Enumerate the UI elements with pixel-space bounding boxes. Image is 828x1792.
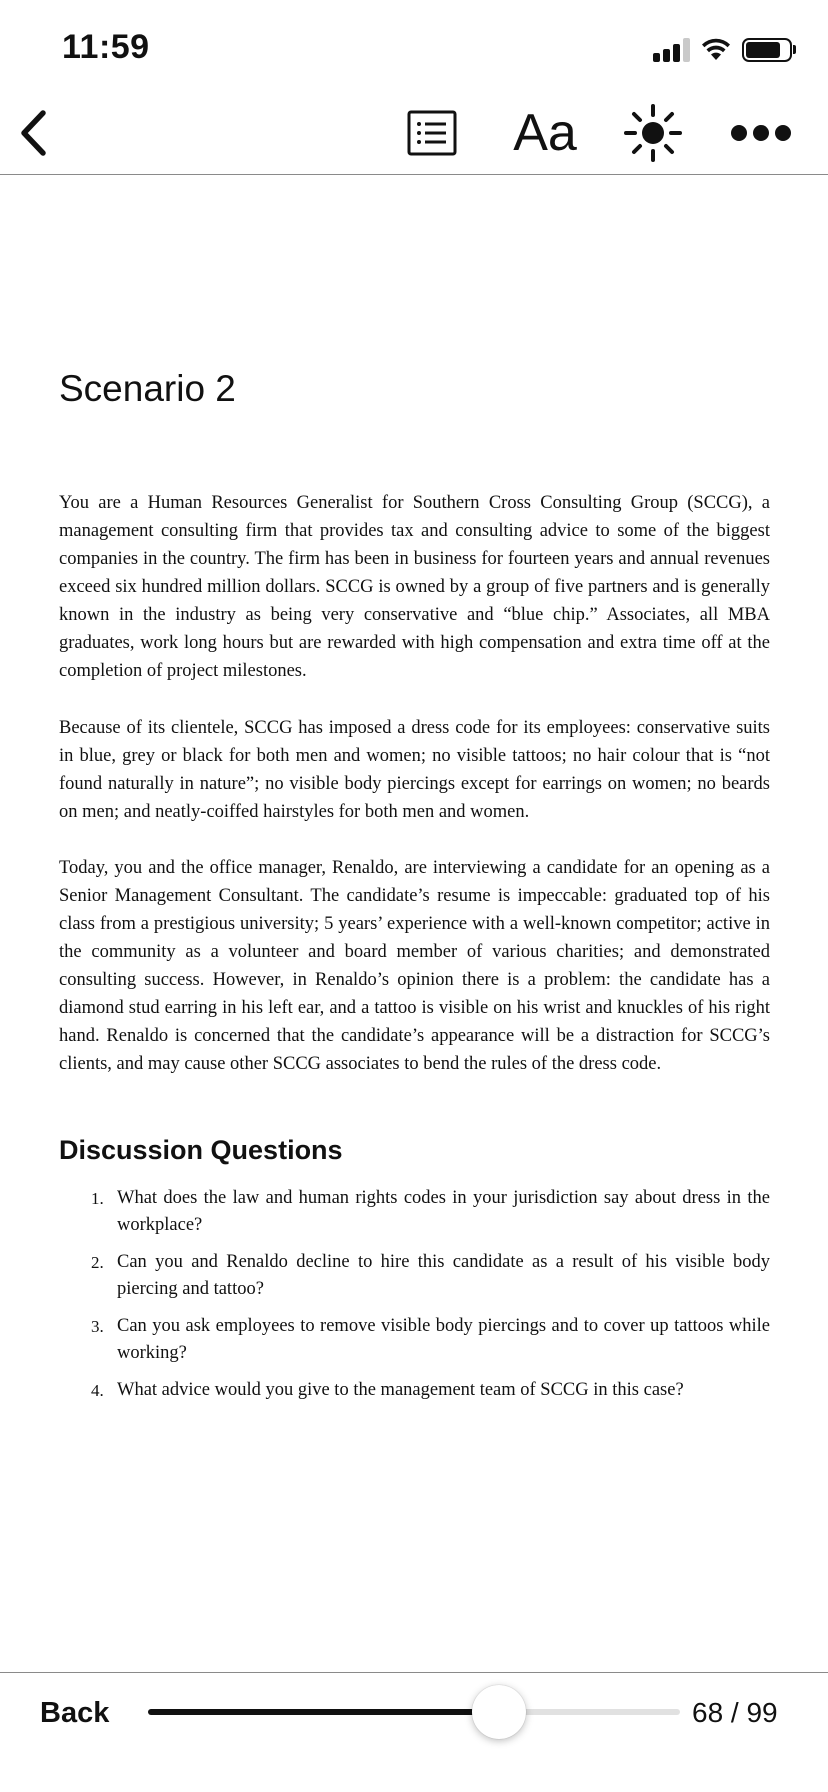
back-link[interactable]: Back [40, 1697, 110, 1729]
battery-cap [793, 45, 796, 54]
list-item-text: What advice would you give to the management team of SCCG in this case? [117, 1380, 684, 1400]
list-item-text: Can you and Renaldo decline to hire this candidate as a result of his visible body piercing and tattoo? [117, 1252, 770, 1299]
status-bar [0, 0, 828, 100]
paragraph: You are a Human Resources Generalist for Southern Cross Consulting Group (SCCG), a management consulting firm that provides tax and consulting advice to some of the biggest companies in the country. The firm has been in business for fourteen years and annual revenues exceed six hundred million dollars. SCCG is owned by a group of five partners and is generally known in the industry as being very conservative and “blue chip.” Associates, all MBA graduates, work long hours but are rewarded with high compensation and extra time off at the completion of project milestones. [59, 493, 770, 681]
list-item-number: 1. [91, 1189, 104, 1208]
chevron-left-icon [19, 110, 49, 156]
wifi-icon [700, 36, 732, 62]
list-item [59, 1185, 770, 1239]
slider-thumb[interactable] [472, 1685, 526, 1739]
list-item-number: 2. [91, 1253, 104, 1272]
back-button[interactable] [14, 100, 54, 166]
table-of-contents-button[interactable] [404, 100, 460, 166]
list-item-number: 3. [91, 1317, 104, 1336]
list-item [59, 1377, 770, 1404]
cellular-signal-icon [653, 38, 693, 62]
list-item [59, 1313, 770, 1367]
list-item-number: 4. [91, 1381, 104, 1400]
page-slider[interactable] [148, 1709, 680, 1715]
battery-icon [742, 38, 792, 62]
discussion-questions-list [59, 1185, 770, 1414]
list-item [59, 1249, 770, 1303]
status-time: 11:59 [62, 28, 150, 66]
font-settings-button[interactable]: Aa [513, 104, 577, 162]
brightness-button[interactable] [620, 100, 686, 166]
more-options-button[interactable] [726, 100, 796, 166]
reader-toolbar [0, 100, 828, 175]
battery-level [746, 42, 780, 58]
brightness-icon [623, 103, 683, 163]
slider-fill [148, 1709, 499, 1715]
more-icon [730, 123, 792, 143]
chapter-title: Scenario 2 [59, 368, 236, 409]
paragraph: Today, you and the office manager, Renaldo, are interviewing a candidate for an opening as a Senior Management Consultant. The candidate’s resume is impeccable: graduated top of his class from a prestigious university; 5 years’ experience with a well-known competitor; active in the community as a volunteer and board member of various charities; and demonstrated consulting success. However, in Renaldo’s opinion there is a problem: the candidate has a diamond stud earring in his left ear, and a tattoo is visible on his wrist and knuckles of his right hand. Renaldo is concerned that the candidate’s appearance will be a distraction for SCCG’s clients, and may cause other SCCG associates to bend the rules of the dress code. [59, 858, 770, 1074]
list-item-text: What does the law and human rights codes in your jurisdiction say about dress in the workplace? [117, 1188, 770, 1235]
list-item-text: Can you ask employees to remove visible body piercings and to cover up tattoos while working? [117, 1316, 770, 1363]
paragraph: Because of its clientele, SCCG has imposed a dress code for its employees: conservative suits in blue, grey or black for both men and women; no visible tattoos; no hair colour that is “not found naturally in nature”; no visible body piercings except for earrings on women; no beards on men; and neatly-coiffed hairstyles for both men and women. [59, 718, 770, 822]
table-of-contents-icon [407, 110, 457, 156]
section-heading: Discussion Questions [59, 1135, 343, 1165]
bottom-bar [0, 1672, 828, 1792]
page-indicator: 68 / 99 [692, 1697, 778, 1728]
